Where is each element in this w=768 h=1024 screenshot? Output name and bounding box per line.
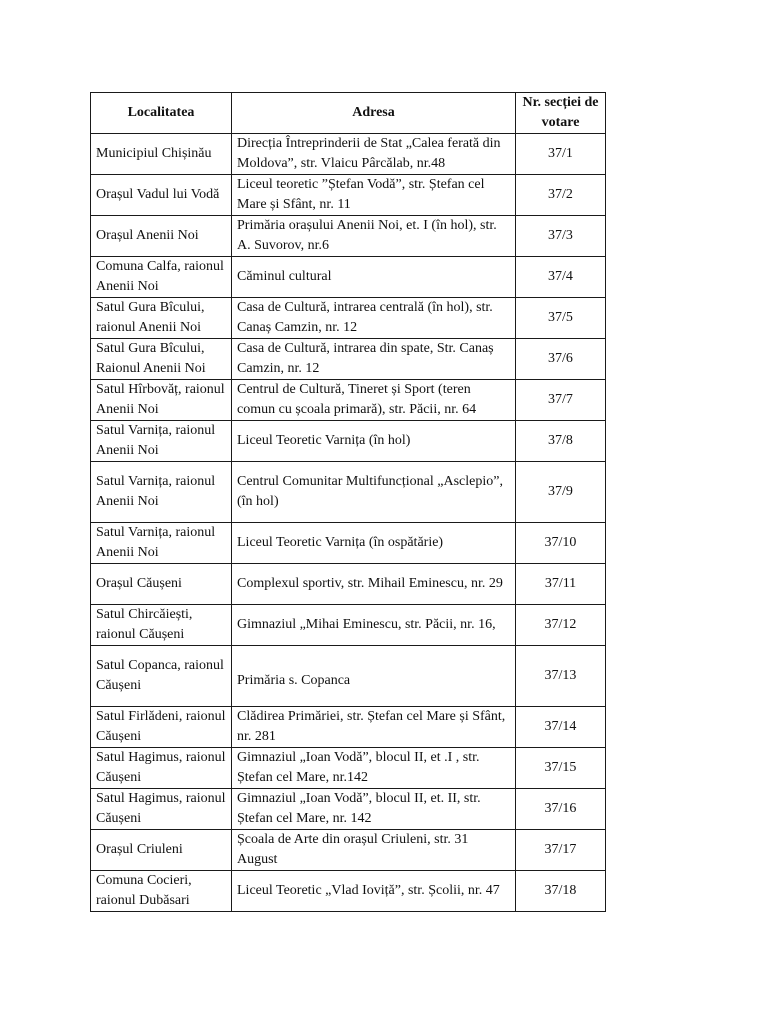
cell-adresa: Gimnaziul „Ioan Vodă”, blocul II, et .I , str. Ștefan cel Mare, nr.142 (232, 748, 516, 789)
cell-nr: 37/11 (516, 564, 606, 605)
cell-nr: 37/18 (516, 871, 606, 912)
cell-adresa: Liceul Teoretic Varnița (în ospătărie) (232, 523, 516, 564)
cell-adresa: Liceul teoretic ”Ștefan Vodă”, str. Ștefan cel Mare și Sfânt, nr. 11 (232, 175, 516, 216)
table-header-row (91, 93, 606, 134)
cell-adresa: Casa de Cultură, intrarea centrală (în hol), str. Canaș Camzin, nr. 12 (232, 298, 516, 339)
table-row (91, 298, 606, 339)
table-row (91, 523, 606, 564)
cell-localitatea: Satul Varnița, raionul Anenii Noi (91, 462, 232, 523)
polling-stations-table (90, 92, 606, 912)
header-nr-sectiei: Nr. secției de votare (516, 93, 606, 134)
table-row (91, 830, 606, 871)
cell-localitatea: Satul Hagimus, raionul Căușeni (91, 748, 232, 789)
table-row (91, 605, 606, 646)
cell-nr: 37/7 (516, 380, 606, 421)
cell-nr: 37/6 (516, 339, 606, 380)
table-row (91, 564, 606, 605)
table-row (91, 462, 606, 523)
cell-localitatea: Satul Gura Bîcului, raionul Anenii Noi (91, 298, 232, 339)
table-row (91, 789, 606, 830)
cell-localitatea: Satul Firlădeni, raionul Căușeni (91, 707, 232, 748)
cell-nr: 37/5 (516, 298, 606, 339)
cell-localitatea: Orașul Anenii Noi (91, 216, 232, 257)
cell-nr: 37/1 (516, 134, 606, 175)
cell-adresa: Casa de Cultură, intrarea din spate, Str. Canaș Camzin, nr. 12 (232, 339, 516, 380)
cell-nr: 37/14 (516, 707, 606, 748)
cell-adresa: Complexul sportiv, str. Mihail Eminescu, nr. 29 (232, 564, 516, 605)
table-row (91, 257, 606, 298)
table-body (91, 134, 606, 912)
table-row (91, 339, 606, 380)
table-row (91, 707, 606, 748)
cell-localitatea: Satul Varnița, raionul Anenii Noi (91, 421, 232, 462)
cell-adresa: Direcția Întreprinderii de Stat „Calea ferată din Moldova”, str. Vlaicu Pârcălab, nr.48 (232, 134, 516, 175)
header-localitatea: Localitatea (91, 93, 232, 134)
header-adresa: Adresa (232, 93, 516, 134)
cell-localitatea: Satul Hîrbovăț, raionul Anenii Noi (91, 380, 232, 421)
cell-nr: 37/16 (516, 789, 606, 830)
table-row (91, 646, 606, 707)
cell-adresa: Primăria orașului Anenii Noi, et. I (în hol), str. A. Suvorov, nr.6 (232, 216, 516, 257)
cell-localitatea: Orașul Criuleni (91, 830, 232, 871)
cell-nr: 37/17 (516, 830, 606, 871)
cell-localitatea: Satul Chircăiești, raionul Căușeni (91, 605, 232, 646)
cell-adresa: Clădirea Primăriei, str. Ștefan cel Mare și Sfânt, nr. 281 (232, 707, 516, 748)
table-row (91, 134, 606, 175)
cell-localitatea: Orașul Căușeni (91, 564, 232, 605)
cell-nr: 37/3 (516, 216, 606, 257)
cell-localitatea: Satul Hagimus, raionul Căușeni (91, 789, 232, 830)
cell-localitatea: Satul Copanca, raionul Căușeni (91, 646, 232, 707)
table-row (91, 380, 606, 421)
cell-nr: 37/4 (516, 257, 606, 298)
cell-localitatea: Orașul Vadul lui Vodă (91, 175, 232, 216)
cell-adresa: Liceul Teoretic Varnița (în hol) (232, 421, 516, 462)
cell-adresa: Căminul cultural (232, 257, 516, 298)
cell-nr: 37/10 (516, 523, 606, 564)
table-row (91, 871, 606, 912)
table-row (91, 216, 606, 257)
cell-nr: 37/13 (516, 646, 606, 707)
cell-nr: 37/15 (516, 748, 606, 789)
cell-localitatea: Satul Varnița, raionul Anenii Noi (91, 523, 232, 564)
cell-nr: 37/12 (516, 605, 606, 646)
cell-localitatea: Comuna Cocieri, raionul Dubăsari (91, 871, 232, 912)
cell-adresa: Centrul de Cultură, Tineret și Sport (teren comun cu școala primară), str. Păcii, nr. 64 (232, 380, 516, 421)
cell-adresa: Gimnaziul „Mihai Eminescu, str. Păcii, nr. 16, (232, 605, 516, 646)
table-row (91, 421, 606, 462)
cell-adresa: Gimnaziul „Ioan Vodă”, blocul II, et. II, str. Ștefan cel Mare, nr. 142 (232, 789, 516, 830)
cell-localitatea: Satul Gura Bîcului, Raionul Anenii Noi (91, 339, 232, 380)
cell-localitatea: Comuna Calfa, raionul Anenii Noi (91, 257, 232, 298)
table-row (91, 748, 606, 789)
table-row (91, 175, 606, 216)
cell-nr: 37/8 (516, 421, 606, 462)
cell-adresa: Școala de Arte din orașul Criuleni, str. 31 August (232, 830, 516, 871)
cell-adresa: Primăria s. Copanca (232, 646, 516, 707)
cell-nr: 37/9 (516, 462, 606, 523)
cell-localitatea: Municipiul Chișinău (91, 134, 232, 175)
cell-adresa: Centrul Comunitar Multifuncțional „Asclepio”, (în hol) (232, 462, 516, 523)
cell-adresa: Liceul Teoretic „Vlad Ioviță”, str. Școlii, nr. 47 (232, 871, 516, 912)
cell-nr: 37/2 (516, 175, 606, 216)
